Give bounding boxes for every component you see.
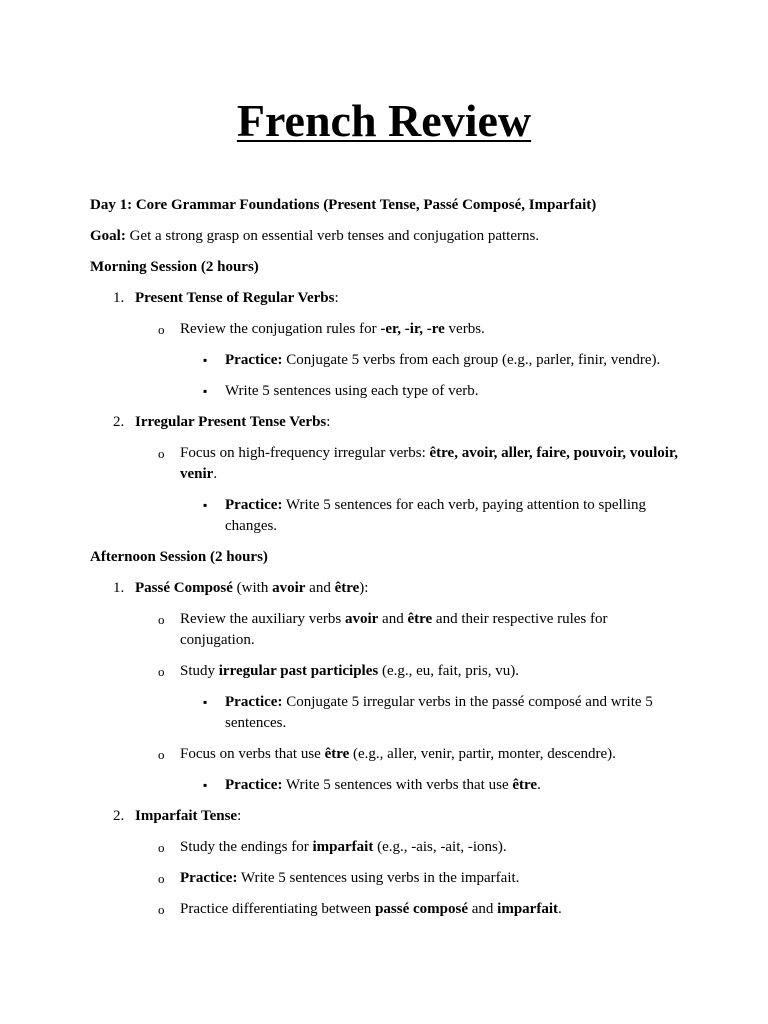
text: verbs. (444, 321, 485, 337)
list-number: 1. (113, 580, 125, 596)
text: Write 5 sentences using verbs in the imparfait. (237, 870, 520, 886)
colon: : (326, 414, 331, 430)
text: Study (180, 663, 219, 679)
list-item (90, 806, 678, 827)
circle-bullet-icon: o (158, 446, 165, 461)
bold-text: être (324, 746, 350, 762)
practice-item (90, 775, 678, 796)
text: (e.g., eu, fait, pris, vu). (378, 663, 519, 679)
goal-label: Goal: (90, 228, 126, 244)
text: Review the conjugation rules for (180, 321, 381, 337)
text: . (557, 901, 562, 917)
practice-item (90, 495, 678, 537)
text: Conjugate 5 verbs from each group (e.g., parler, finir, vendre). (282, 352, 661, 368)
circle-bullet-icon: o (158, 840, 165, 855)
practice-item (90, 381, 678, 402)
list-number: 2. (113, 808, 125, 824)
sub-item (90, 661, 678, 682)
text: and (378, 611, 408, 627)
document-body (90, 195, 678, 930)
text: Focus on verbs that use (180, 746, 325, 762)
morning-heading-text: Morning Session (2 hours) (90, 259, 259, 275)
sub-item (90, 868, 678, 889)
day-heading (90, 195, 678, 216)
practice-label: Practice: (225, 352, 283, 368)
bold-text: imparfait (312, 839, 374, 855)
text: . (213, 466, 218, 482)
square-bullet-icon: ▪ (203, 384, 208, 398)
text: and their respective rules for conjugation. (180, 611, 608, 648)
circle-bullet-icon: o (158, 664, 165, 679)
bold-text: être, avoir, aller, faire, pouvoir, vouloir, venir (180, 445, 678, 482)
text: Study the endings for (180, 839, 313, 855)
practice-label: Practice: (225, 497, 283, 513)
bold-text: avoir (272, 580, 306, 596)
afternoon-heading-text: Afternoon Session (2 hours) (90, 549, 268, 565)
circle-bullet-icon: o (158, 871, 165, 886)
list-item (90, 412, 678, 433)
text: Write 5 sentences with verbs that use (282, 777, 513, 793)
bold-text: être (407, 611, 433, 627)
text: ): (359, 580, 369, 596)
sub-item (90, 443, 678, 485)
text: Conjugate 5 irregular verbs in the passé composé and write 5 sentences. (225, 694, 653, 731)
text: Write 5 sentences using each type of verb. (225, 383, 479, 399)
text: and (305, 580, 335, 596)
circle-bullet-icon: o (158, 747, 165, 762)
sub-item (90, 609, 678, 651)
sub-item (90, 899, 678, 920)
list-number: 1. (113, 290, 125, 306)
bold-text: avoir (344, 611, 379, 627)
practice-item (90, 692, 678, 734)
item-title: Imparfait Tense (135, 808, 238, 824)
bold-text: passé composé (375, 901, 468, 917)
practice-label: Practice: (180, 870, 238, 886)
practice-label: Practice: (225, 777, 283, 793)
text: Write 5 sentences for each verb, paying attention to spelling changes. (225, 497, 647, 534)
sub-item (90, 319, 678, 340)
list-number: 2. (113, 414, 125, 430)
item-title: Present Tense of Regular Verbs (135, 290, 335, 306)
bold-text: imparfait (497, 901, 558, 917)
text: (with (232, 580, 273, 596)
morning-heading (90, 257, 678, 278)
goal-line (90, 226, 678, 247)
bold-text: -er, -ir, -re (380, 321, 445, 337)
item-title: Passé Composé (135, 580, 233, 596)
item-title: Irregular Present Tense Verbs (135, 414, 327, 430)
circle-bullet-icon: o (158, 902, 165, 917)
text: . (537, 777, 541, 793)
text: Review the auxiliary verbs (180, 611, 345, 627)
practice-item (90, 350, 678, 371)
text: Practice differentiating between (180, 901, 376, 917)
square-bullet-icon: ▪ (203, 778, 208, 792)
square-bullet-icon: ▪ (203, 498, 208, 512)
text: and (467, 901, 498, 917)
circle-bullet-icon: o (158, 612, 165, 627)
sub-item (90, 837, 678, 858)
colon: : (237, 808, 242, 824)
afternoon-heading (90, 547, 678, 568)
bold-text: irregular past participles (218, 663, 379, 679)
circle-bullet-icon: o (158, 322, 165, 337)
text: Focus on high-frequency irregular verbs: (180, 445, 430, 461)
colon: : (334, 290, 339, 306)
sub-item (90, 744, 678, 765)
day-heading-text: Day 1: Core Grammar Foundations (Present Tense, Passé Composé, Imparfait) (90, 197, 597, 213)
list-item (90, 578, 678, 599)
bold-text: être (512, 777, 538, 793)
bold-text: être (334, 580, 360, 596)
goal-text: Get a strong grasp on essential verb tenses and conjugation patterns. (125, 228, 540, 244)
list-item (90, 288, 678, 309)
square-bullet-icon: ▪ (203, 695, 208, 709)
page-title: French Review (236, 95, 532, 146)
square-bullet-icon: ▪ (203, 353, 208, 367)
practice-label: Practice: (225, 694, 283, 710)
text: (e.g., -ais, -ait, -ions). (373, 839, 507, 855)
text: (e.g., aller, venir, partir, monter, descendre). (349, 746, 616, 762)
